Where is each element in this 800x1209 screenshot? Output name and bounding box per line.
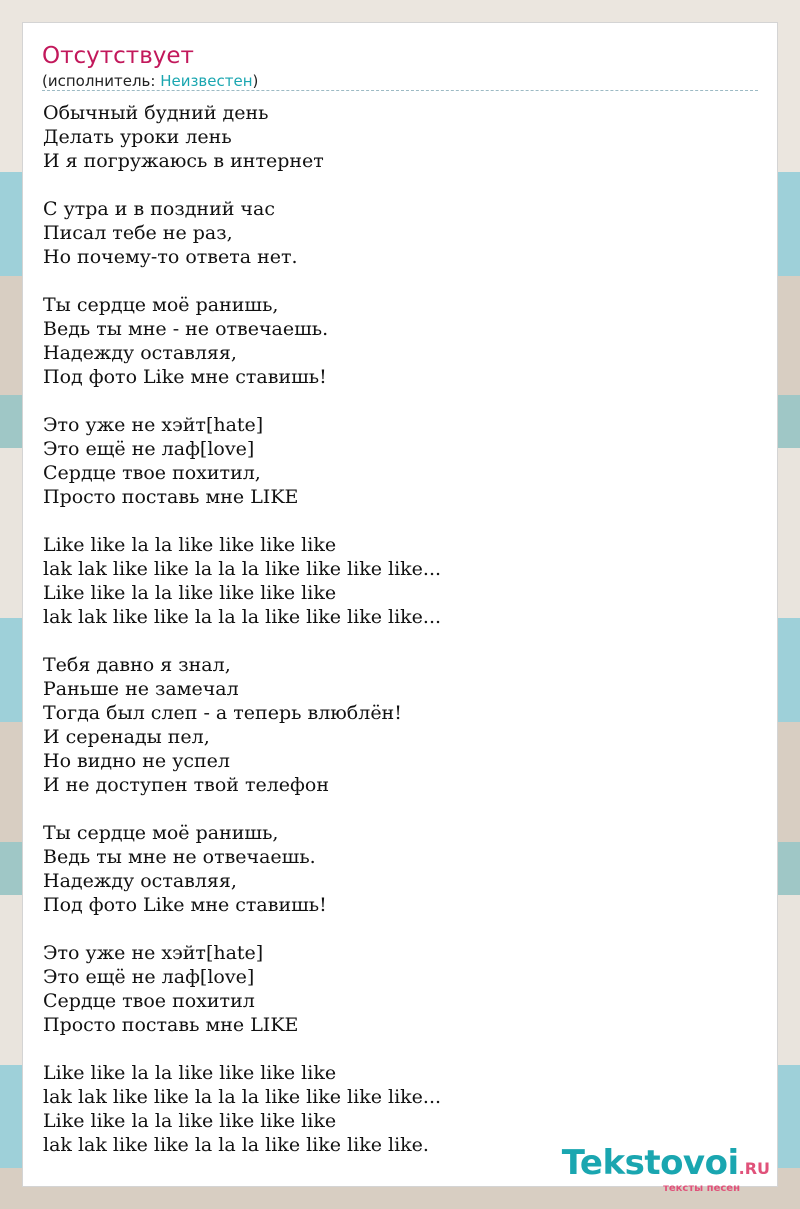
lyric-line: Делать уроки лень <box>43 126 232 148</box>
lyric-line: lak lak like like la la la like like like like. <box>43 1134 429 1156</box>
lyric-line: Это ещё не лаф[love] <box>43 438 255 460</box>
artist-link[interactable]: Неизвестен <box>160 72 253 90</box>
stanza-break <box>43 917 743 941</box>
lyric-line: lak lak like like la la la like like like like... <box>43 1086 442 1108</box>
site-logo[interactable] <box>561 1143 770 1194</box>
lyric-line: Like like la la like like like like <box>43 534 337 556</box>
lyric-line: Like like la la like like like like <box>43 582 337 604</box>
lyric-line: Like like la la like like like like <box>43 1110 337 1132</box>
lyric-line: Ведь ты мне не отвечаешь. <box>43 846 316 868</box>
stanza-break <box>43 269 743 293</box>
lyric-line: Тебя давно я знал, <box>43 654 231 676</box>
lyric-line: Обычный будний день <box>43 102 269 124</box>
lyric-line: Сердце твое похитил, <box>43 462 261 484</box>
logo-wordmark <box>561 1143 770 1186</box>
lyric-line: Сердце твое похитил <box>43 990 255 1012</box>
lyric-line: Like like la la like like like like <box>43 1062 337 1084</box>
lyric-line: Ты сердце моё ранишь, <box>43 294 279 316</box>
lyric-line: Писал тебе не раз, <box>43 222 233 244</box>
lyric-line: Это уже не хэйт[hate] <box>43 414 264 436</box>
lyric-line: Это уже не хэйт[hate] <box>43 942 264 964</box>
title-divider <box>42 90 758 91</box>
lyric-line: Надежду оставляя, <box>43 342 237 364</box>
lyric-line: Под фото Like мне ставишь! <box>43 894 327 916</box>
lyric-line: Просто поставь мне LIKE <box>43 1014 299 1036</box>
logo-domain: .RU <box>738 1159 770 1178</box>
stanza-break <box>43 389 743 413</box>
lyric-line: Но почему-то ответа нет. <box>43 246 298 268</box>
performer-prefix: (исполнитель: <box>42 72 161 90</box>
lyrics-text <box>43 101 743 1157</box>
lyric-line: Ведь ты мне - не отвечаешь. <box>43 318 329 340</box>
lyric-line: Это ещё не лаф[love] <box>43 966 255 988</box>
stanza-break <box>43 1037 743 1061</box>
lyric-line: lak lak like like la la la like like like like... <box>43 606 442 628</box>
lyric-line: Под фото Like мне ставишь! <box>43 366 327 388</box>
lyric-line: lak lak like like la la la like like like like... <box>43 558 442 580</box>
logo-tagline: тексты песен <box>663 1183 740 1194</box>
lyric-line: Раньше не замечал <box>43 678 239 700</box>
lyric-line: Ты сердце моё ранишь, <box>43 822 279 844</box>
performer-suffix: ) <box>252 72 259 90</box>
song-title: Отсутствует <box>42 43 194 69</box>
performer-line <box>42 71 258 91</box>
stanza-break <box>43 629 743 653</box>
lyric-line: С утра и в поздний час <box>43 198 275 220</box>
lyric-line: Надежду оставляя, <box>43 870 237 892</box>
lyrics-card <box>22 22 778 1187</box>
logo-name: Tekstovoi <box>561 1143 739 1183</box>
lyric-line: Но видно не успел <box>43 750 230 772</box>
lyric-line: И я погружаюсь в интернет <box>43 150 324 172</box>
stanza-break <box>43 509 743 533</box>
lyric-line: Просто поставь мне LIKE <box>43 486 299 508</box>
lyric-line: И не доступен твой телефон <box>43 774 330 796</box>
stanza-break <box>43 797 743 821</box>
stanza-break <box>43 173 743 197</box>
lyric-line: Тогда был слеп - а теперь влюблён! <box>43 702 402 724</box>
lyric-line: И серенады пел, <box>43 726 210 748</box>
